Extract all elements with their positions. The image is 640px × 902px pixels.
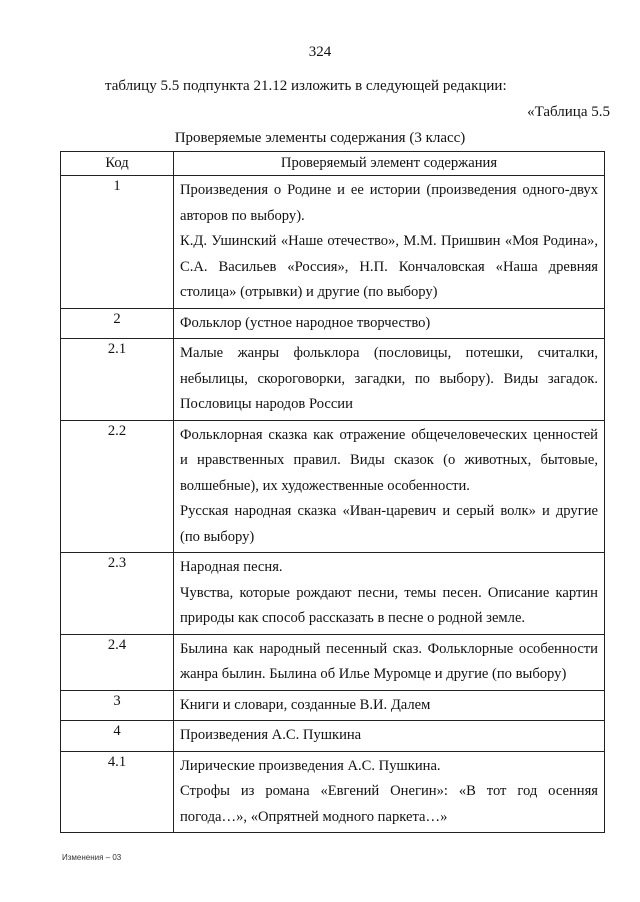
table-row [61, 721, 605, 752]
row-element [174, 751, 605, 833]
element-paragraph: Малые жанры фольклора (пословицы, потешки, считалки, небылицы, скороговорки, загадки, по выбору). Виды загадок. Пословицы народов России [180, 345, 598, 412]
element-paragraph: Народная песня. [180, 559, 283, 575]
row-element [174, 308, 605, 339]
table-row [61, 634, 605, 690]
element-paragraph: Книги и словари, созданные В.И. Далем [180, 696, 431, 713]
element-paragraph: Русская народная сказка «Иван-царевич и серый волк» и другие (по выбору) [180, 503, 598, 545]
row-code: 4.1 [61, 751, 174, 833]
row-code: 4 [61, 721, 174, 752]
table-row [61, 176, 605, 309]
row-code: 2.4 [61, 634, 174, 690]
row-element [174, 634, 605, 690]
row-code: 2.2 [61, 420, 174, 553]
header-code: Код [61, 152, 174, 176]
content-elements-table [60, 151, 605, 833]
element-paragraph: Фольклор (устное народное творчество) [180, 314, 431, 331]
row-element [174, 176, 605, 309]
row-element [174, 420, 605, 553]
table-row [61, 308, 605, 339]
row-element [174, 553, 605, 635]
row-element [174, 339, 605, 421]
table-row [61, 339, 605, 421]
element-paragraph: Произведения о Родине и ее истории (произведения одного-двух авторов по выбору). [180, 182, 598, 224]
table-label: «Таблица 5.5 [527, 104, 610, 120]
intro-text: таблицу 5.5 подпункта 21.12 изложить в следующей редакции: [105, 78, 507, 94]
header-element: Проверяемый элемент содержания [174, 152, 605, 176]
row-code: 3 [61, 690, 174, 721]
row-code: 2.1 [61, 339, 174, 421]
element-paragraph: К.Д. Ушинский «Наше отечество», М.М. Пришвин «Моя Родина», С.А. Васильев «Россия», Н.П. Кончаловская «Наша древняя столица» (отрывки) и другие (по выбору) [180, 233, 598, 300]
row-element [174, 721, 605, 752]
table-row [61, 690, 605, 721]
table-caption: Проверяемые элементы содержания (3 класс) [174, 130, 466, 146]
element-paragraph: Чувства, которые рождают песни, темы песен. Описание картин природы как способ рассказать в песне о родной земле. [180, 584, 598, 626]
row-code: 1 [61, 176, 174, 309]
table-row [61, 553, 605, 635]
table-row [61, 420, 605, 553]
row-code: 2.3 [61, 553, 174, 635]
element-paragraph: Фольклорная сказка как отражение общечеловеческих ценностей и нравственных правил. Виды сказок (о животных, бытовые, волшебные), их художественные особенности. [180, 426, 598, 494]
element-paragraph: Произведения А.С. Пушкина [180, 727, 362, 743]
page-number: 324 [308, 44, 332, 60]
table-header-row [61, 152, 605, 176]
footer-revision-note: Изменения – 03 [62, 853, 122, 862]
row-code: 2 [61, 308, 174, 339]
row-element [174, 690, 605, 721]
element-paragraph: Лирические произведения А.С. Пушкина. [180, 757, 441, 774]
element-paragraph: Былина как народный песенный сказ. Фольклорные особенности жанра былин. Былина об Илье Муромце и другие (по выбору) [180, 640, 598, 682]
table-row [61, 751, 605, 833]
element-paragraph: Строфы из романа «Евгений Онегин»: «В тот год осенняя погода…», «Опрятней модного паркета…» [180, 783, 598, 825]
